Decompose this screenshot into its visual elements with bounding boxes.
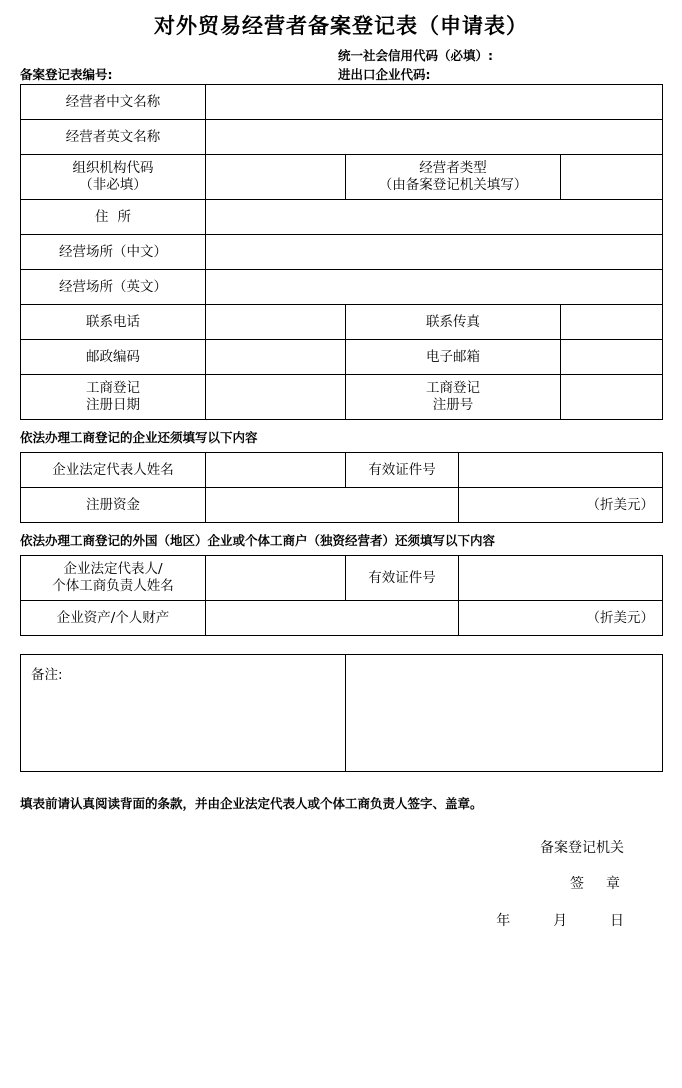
field-legal-rep-id[interactable] bbox=[459, 453, 663, 488]
label-registration-number: 工商登记 注册号 bbox=[346, 375, 561, 420]
field-legal-rep-name[interactable] bbox=[206, 453, 346, 488]
date-day-label: 日 bbox=[610, 912, 624, 929]
unit-registered-capital-usd: （折美元） bbox=[459, 488, 663, 523]
label-remarks: 备注: bbox=[21, 655, 346, 772]
label-operator-name-en: 经营者英文名称 bbox=[21, 120, 206, 155]
label-email: 电子邮箱 bbox=[346, 340, 561, 375]
table-row bbox=[21, 556, 663, 601]
field-operator-type[interactable] bbox=[561, 155, 663, 200]
table-row bbox=[21, 488, 663, 523]
field-operator-name-cn[interactable] bbox=[206, 85, 663, 120]
field-foreign-legal-rep-id[interactable] bbox=[459, 556, 663, 601]
label-phone: 联系电话 bbox=[21, 305, 206, 340]
label-operator-type: 经营者类型 （由备案登记机关填写） bbox=[346, 155, 561, 200]
form-page bbox=[0, 10, 682, 1088]
field-residence[interactable] bbox=[206, 200, 663, 235]
table-row bbox=[21, 375, 663, 420]
table-row bbox=[21, 655, 663, 772]
label-business-place-cn: 经营场所（中文） bbox=[21, 235, 206, 270]
field-business-place-cn[interactable] bbox=[206, 235, 663, 270]
field-registered-capital[interactable] bbox=[206, 488, 459, 523]
label-assets: 企业资产/个人财产 bbox=[21, 601, 206, 636]
credit-code-row bbox=[20, 46, 662, 65]
credit-code-label: 统一社会信用代码（必填）: bbox=[338, 48, 493, 63]
label-operator-name-cn: 经营者中文名称 bbox=[21, 85, 206, 120]
field-remarks[interactable] bbox=[346, 655, 663, 772]
table-row bbox=[21, 340, 663, 375]
table-row bbox=[21, 305, 663, 340]
footer-instruction: 填表前请认真阅读背面的条款，并由企业法定代表人或个体工商负责人签字、盖章。 bbox=[20, 796, 483, 811]
field-org-code[interactable] bbox=[206, 155, 346, 200]
date-month-label: 月 bbox=[553, 912, 568, 929]
label-registered-capital: 注册资金 bbox=[21, 488, 206, 523]
registration-authority-label: 备案登记机关 bbox=[540, 840, 624, 856]
table-row bbox=[21, 235, 663, 270]
date-year-label: 年 bbox=[496, 912, 511, 929]
field-foreign-legal-rep-name[interactable] bbox=[206, 556, 346, 601]
field-operator-name-en[interactable] bbox=[206, 120, 663, 155]
header-fields bbox=[20, 46, 662, 84]
table-row bbox=[21, 270, 663, 305]
form-number-label: 备案登记表编号: bbox=[20, 67, 113, 82]
label-foreign-legal-rep-name: 企业法定代表人/ 个体工商负责人姓名 bbox=[21, 556, 206, 601]
unit-assets-usd: （折美元） bbox=[459, 601, 663, 636]
remarks-table bbox=[20, 654, 663, 772]
page-title: 对外贸易经营者备案登记表（申请表） bbox=[154, 13, 528, 38]
section2-note: 依法办理工商登记的外国（地区）企业或个体工商户（独资经营者）还须填写以下内容 bbox=[20, 533, 496, 548]
label-residence: 住所 bbox=[21, 200, 206, 235]
seal-label: 签 章 bbox=[570, 876, 624, 893]
table-row bbox=[21, 601, 663, 636]
table-row bbox=[21, 120, 663, 155]
label-registration-date: 工商登记 注册日期 bbox=[21, 375, 206, 420]
date-line bbox=[20, 903, 624, 939]
field-business-place-en[interactable] bbox=[206, 270, 663, 305]
label-business-place-en: 经营场所（英文） bbox=[21, 270, 206, 305]
label-legal-rep-id: 有效证件号 bbox=[346, 453, 459, 488]
field-email[interactable] bbox=[561, 340, 663, 375]
field-registration-date[interactable] bbox=[206, 375, 346, 420]
field-registration-number[interactable] bbox=[561, 375, 663, 420]
label-legal-rep-name: 企业法定代表人姓名 bbox=[21, 453, 206, 488]
form-number-row bbox=[20, 65, 662, 84]
label-foreign-legal-rep-id: 有效证件号 bbox=[346, 556, 459, 601]
section1-note: 依法办理工商登记的企业还须填写以下内容 bbox=[20, 430, 258, 445]
import-export-code-label: 进出口企业代码: bbox=[338, 67, 431, 82]
table-row bbox=[21, 155, 663, 200]
field-postcode[interactable] bbox=[206, 340, 346, 375]
table-row bbox=[21, 200, 663, 235]
main-info-table bbox=[20, 84, 663, 420]
field-assets[interactable] bbox=[206, 601, 459, 636]
table-row bbox=[21, 453, 663, 488]
section2-table bbox=[20, 555, 663, 636]
signature-block bbox=[20, 830, 662, 939]
field-phone[interactable] bbox=[206, 305, 346, 340]
label-postcode: 邮政编码 bbox=[21, 340, 206, 375]
field-fax[interactable] bbox=[561, 305, 663, 340]
table-row bbox=[21, 85, 663, 120]
section1-table bbox=[20, 452, 663, 523]
label-org-code: 组织机构代码 （非必填） bbox=[21, 155, 206, 200]
label-fax: 联系传真 bbox=[346, 305, 561, 340]
